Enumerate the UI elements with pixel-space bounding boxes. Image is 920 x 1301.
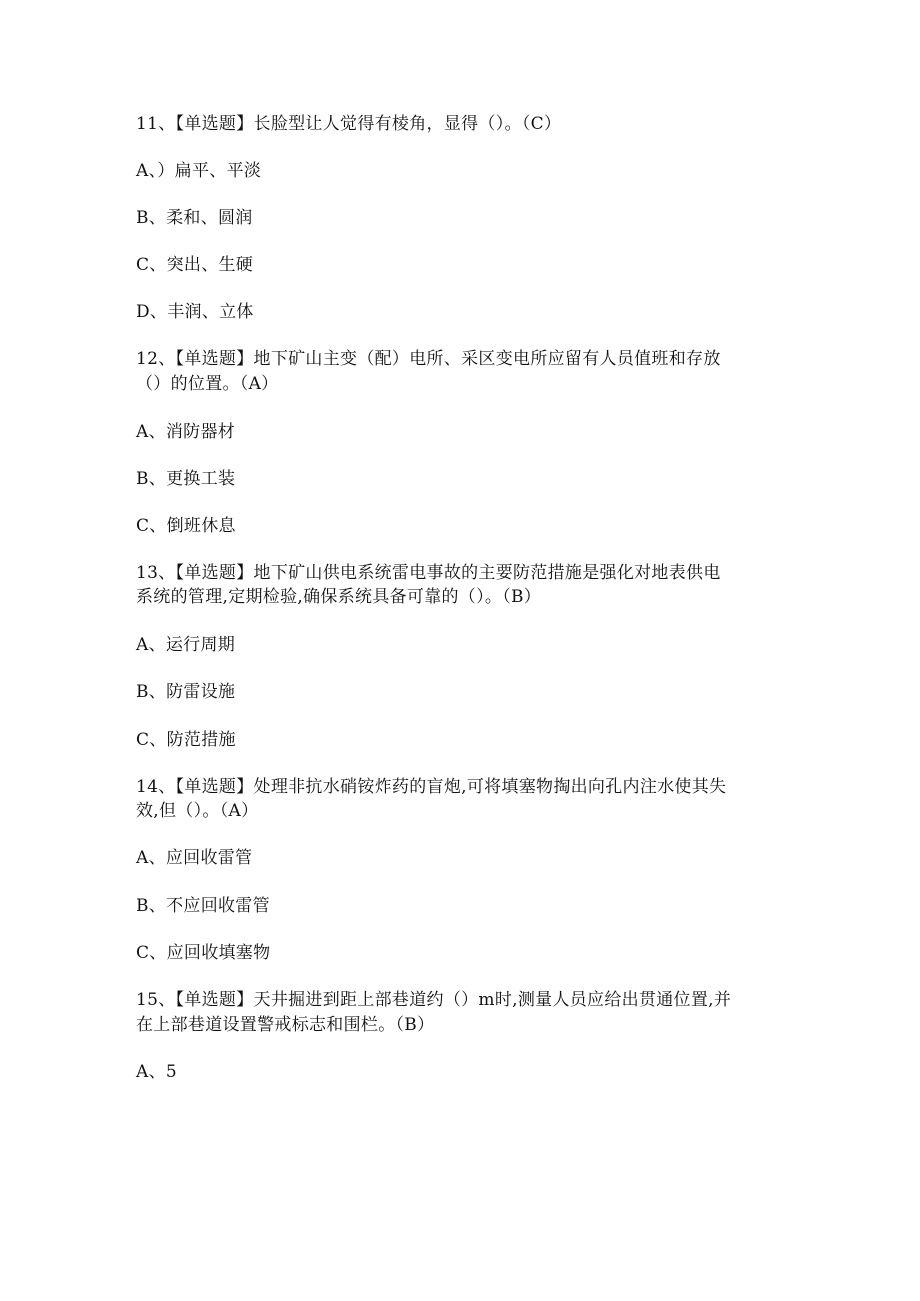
question-12-stem-line-2: （）的位置。（A） bbox=[136, 374, 279, 394]
question-13-option-b: B、防雷设施 bbox=[136, 682, 236, 702]
question-12-option-b: B、更换工装 bbox=[136, 469, 236, 489]
question-11-option-b: B、柔和、圆润 bbox=[136, 208, 253, 228]
question-14-stem-line-1: 14、【单选题】处理非抗水硝铵炸药的盲炮,可将填塞物掏出向孔内注水使其失 bbox=[136, 777, 727, 797]
question-14-option-c: C、应回收填塞物 bbox=[136, 943, 271, 963]
question-12-option-c: C、倒班休息 bbox=[136, 516, 236, 536]
question-12-stem-line-1: 12、【单选题】地下矿山主变（配）电所、采区变电所应留有人员值班和存放 bbox=[136, 349, 721, 369]
question-14-option-b: B、不应回收雷管 bbox=[136, 896, 270, 916]
question-11-option-d: D、丰润、立体 bbox=[136, 302, 254, 322]
question-11-option-a: A、）扁平、平淡 bbox=[136, 161, 262, 181]
question-15-stem-line-1: 15、【单选题】天井掘进到距上部巷道约（）m时,测量人员应给出贯通位置,并 bbox=[136, 990, 732, 1010]
question-13-stem-line-1: 13、【单选题】地下矿山供电系统雷电事故的主要防范措施是强化对地表供电 bbox=[136, 563, 721, 583]
question-11-stem: 11、【单选题】长脸型让人觉得有棱角，显得（）。（C） bbox=[136, 114, 562, 134]
question-12-option-a: A、消防器材 bbox=[136, 422, 236, 442]
question-13-option-c: C、防范措施 bbox=[136, 730, 236, 750]
question-14-stem-line-2: 效,但（）。（A） bbox=[136, 801, 259, 821]
question-14-option-a: A、应回收雷管 bbox=[136, 848, 253, 868]
question-13-stem-line-2: 系统的管理,定期检验,确保系统具备可靠的（）。（B） bbox=[136, 587, 542, 607]
question-13-option-a: A、运行周期 bbox=[136, 635, 236, 655]
question-15-stem-line-2: 在上部巷道设置警戒标志和围栏。（B） bbox=[136, 1015, 435, 1035]
question-15-option-a: A、5 bbox=[136, 1062, 177, 1082]
question-11-option-c: C、突出、生硬 bbox=[136, 255, 254, 275]
